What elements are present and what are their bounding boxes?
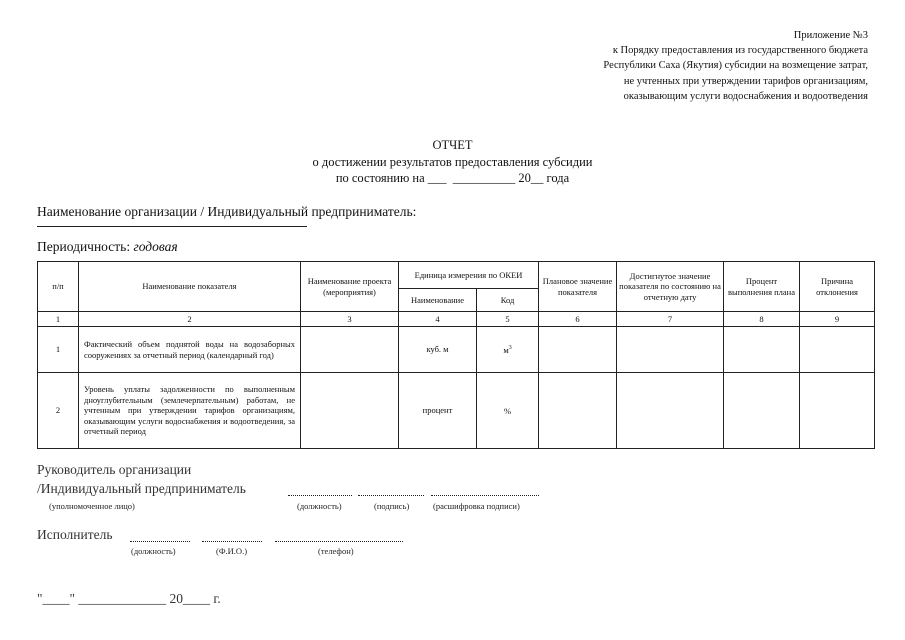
row-reason[interactable] bbox=[800, 327, 875, 373]
row-percent[interactable] bbox=[724, 373, 800, 449]
executor-position-blank[interactable] bbox=[130, 541, 190, 542]
org-name-label: Наименование организации / Индивидуальный предприниматель: bbox=[37, 204, 417, 219]
report-date-line: по состоянию на ___ __________ 20__ года bbox=[335, 171, 570, 185]
head-position-blank[interactable] bbox=[288, 495, 352, 496]
row-project[interactable] bbox=[301, 373, 399, 449]
head-title-line1: Руководитель организации bbox=[37, 462, 192, 477]
col-number: 9 bbox=[800, 312, 875, 327]
header-reason: Причина отклонения bbox=[800, 262, 875, 312]
row-project[interactable] bbox=[301, 327, 399, 373]
col-number: 6 bbox=[539, 312, 617, 327]
row-unit-code bbox=[477, 373, 539, 449]
appendix-line: к Порядку предоставления из государственного бюджета bbox=[612, 45, 868, 57]
unit-code-superscript: 3 bbox=[508, 345, 512, 352]
row-num: 1 bbox=[38, 327, 79, 373]
caption-executor-phone: (телефон) bbox=[318, 546, 354, 556]
executor-fio-blank[interactable] bbox=[202, 541, 262, 542]
caption-position: (должность) bbox=[297, 501, 342, 511]
row-achieved[interactable] bbox=[617, 327, 724, 373]
appendix-line: не учтенных при утверждении тарифов организациям, bbox=[623, 75, 868, 87]
header-indicator: Наименование показателя bbox=[79, 262, 301, 312]
periodicity bbox=[37, 239, 178, 255]
appendix-line: оказывающим услуги водоснабжения и водоотведения bbox=[623, 90, 868, 102]
head-decoding-blank[interactable] bbox=[431, 495, 539, 496]
header-unit-code: Код bbox=[477, 289, 539, 312]
header-num: п/п bbox=[38, 262, 79, 312]
table-row bbox=[38, 327, 875, 373]
report-header bbox=[0, 137, 905, 187]
header-unit-name: Наименование bbox=[399, 289, 477, 312]
caption-executor-position: (должность) bbox=[131, 546, 176, 556]
head-signature-blank[interactable] bbox=[358, 495, 424, 496]
unit-code-text: % bbox=[503, 406, 512, 417]
unit-code-text: м bbox=[503, 345, 509, 356]
periodicity-value: годовая bbox=[133, 239, 178, 254]
header-project: Наименование проекта (мероприятия) bbox=[301, 262, 399, 312]
col-number: 5 bbox=[477, 312, 539, 327]
row-num: 2 bbox=[38, 373, 79, 449]
report-table bbox=[37, 261, 875, 449]
col-number: 3 bbox=[301, 312, 399, 327]
header-planned: Плановое значение показателя bbox=[539, 262, 617, 312]
row-unit-name: куб. м bbox=[399, 327, 477, 373]
row-unit-name: процент bbox=[399, 373, 477, 449]
header-percent: Процент выполнения плана bbox=[724, 262, 800, 312]
appendix-block bbox=[603, 28, 868, 104]
col-number: 7 bbox=[617, 312, 724, 327]
row-percent[interactable] bbox=[724, 327, 800, 373]
row-achieved[interactable] bbox=[617, 373, 724, 449]
caption-signature: (подпись) bbox=[374, 501, 410, 511]
col-number: 4 bbox=[399, 312, 477, 327]
appendix-line: Республики Саха (Якутия) субсидии на возмещение затрат, bbox=[603, 60, 868, 72]
col-number: 8 bbox=[724, 312, 800, 327]
signature-date: "____" _____________ 20____ г. bbox=[37, 591, 221, 606]
row-indicator: Уровень уплаты задолженности по выполненным дноуглубительным (землечерпательным) работам, не учтенным при утверждении тарифов организациям, оказывающим услуги водоснабжения и водоотведения, за отчетный период bbox=[79, 373, 301, 449]
row-planned[interactable] bbox=[539, 373, 617, 449]
org-name-blank-line bbox=[37, 226, 307, 227]
caption-authorized: (уполномоченное лицо) bbox=[49, 501, 135, 511]
row-indicator: Фактический объем поднятой воды на водозаборных сооружениях за отчетный период (календарный год) bbox=[79, 327, 301, 373]
row-reason[interactable] bbox=[800, 373, 875, 449]
report-subtitle: о достижении результатов предоставления субсидии bbox=[312, 154, 593, 169]
executor-label: Исполнитель bbox=[37, 527, 113, 542]
table-row bbox=[38, 373, 875, 449]
periodicity-label: Периодичность: bbox=[37, 239, 131, 254]
row-planned[interactable] bbox=[539, 327, 617, 373]
col-number: 1 bbox=[38, 312, 79, 327]
header-achieved: Достигнутое значение показателя по состоянию на отчетную дату bbox=[617, 262, 724, 312]
appendix-line: Приложение №3 bbox=[793, 30, 868, 41]
caption-executor-fio: (Ф.И.О.) bbox=[216, 546, 248, 556]
report-title: ОТЧЕТ bbox=[432, 138, 473, 152]
row-unit-code bbox=[477, 327, 539, 373]
col-number: 2 bbox=[79, 312, 301, 327]
caption-decoding: (расшифровка подписи) bbox=[433, 501, 520, 511]
head-title-line2: /Индивидуальный предприниматель bbox=[37, 481, 246, 496]
header-unit-group: Единица измерения по ОКЕИ bbox=[399, 262, 539, 289]
executor-phone-blank[interactable] bbox=[275, 541, 403, 542]
